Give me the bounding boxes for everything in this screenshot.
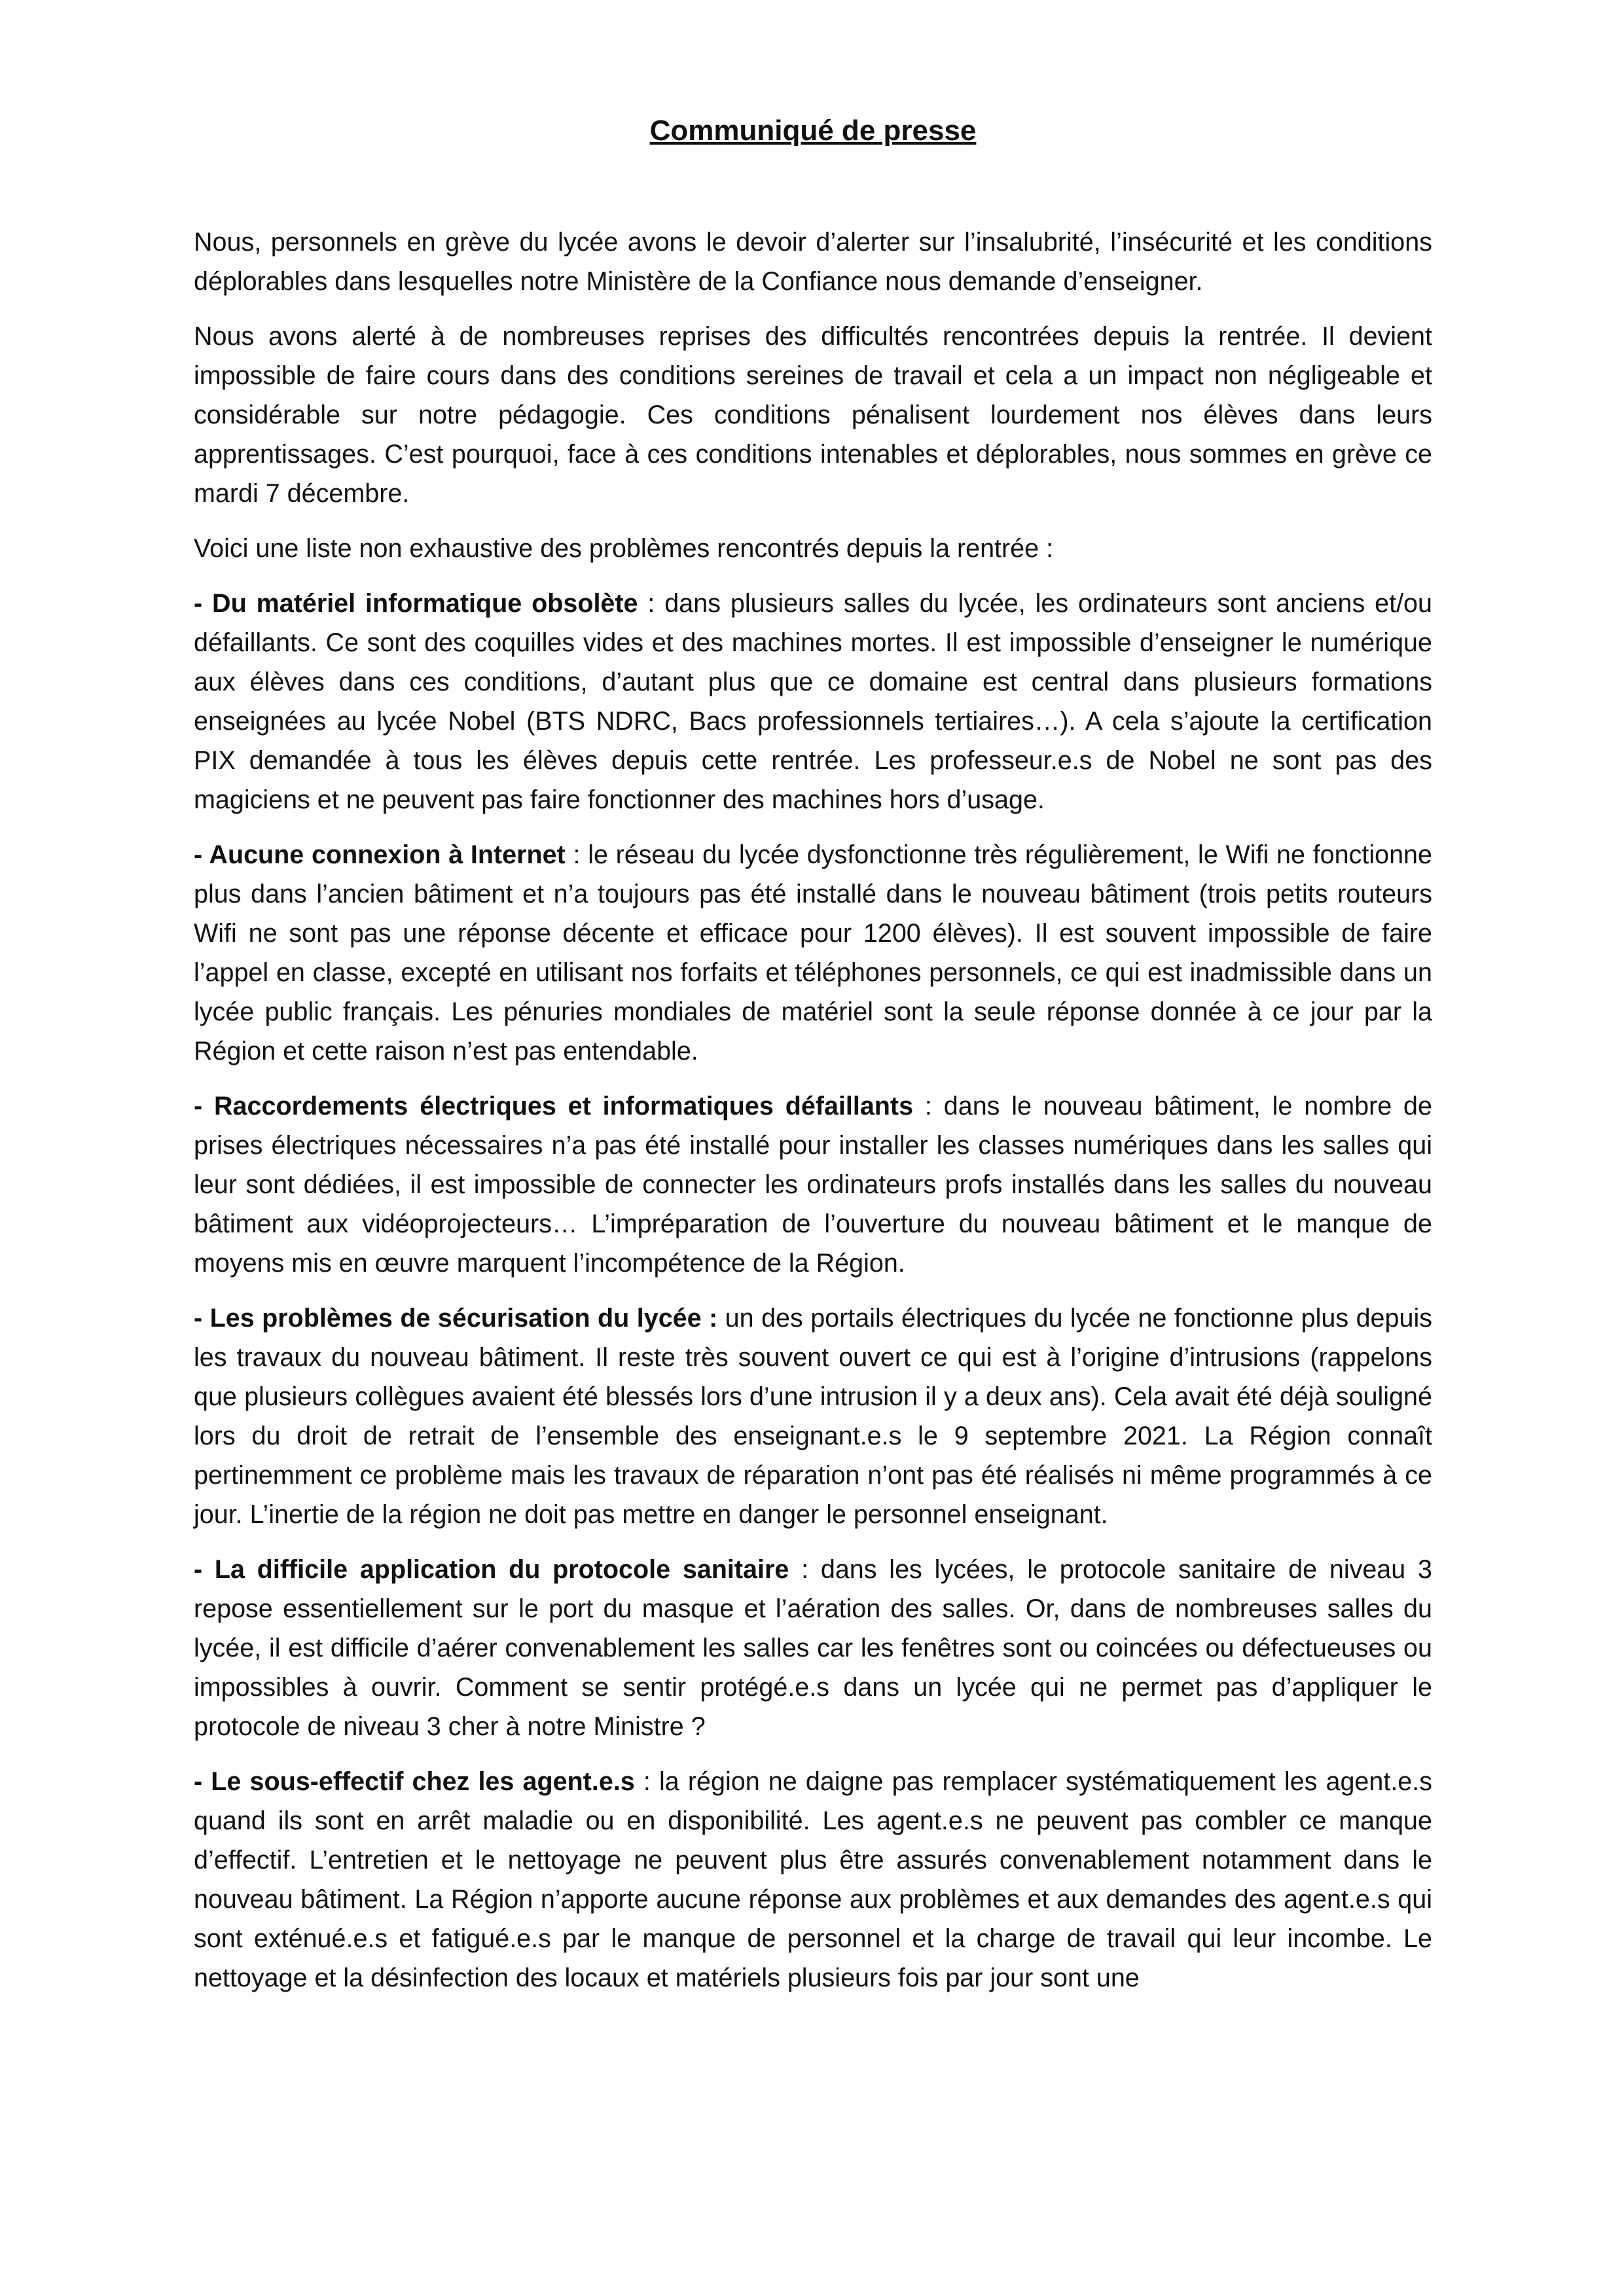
problem-heading: - Le sous-effectif chez les agent.e.s [194, 1767, 635, 1796]
problem-electrical-connections [194, 1086, 1432, 1283]
intro-paragraph-3: Voici une liste non exhaustive des problèmes rencontrés depuis la rentrée : [194, 534, 1054, 563]
problem-heading: - Aucune connexion à Internet [194, 840, 566, 869]
problem-health-protocol [194, 1550, 1432, 1746]
problem-text: : dans plusieurs salles du lycée, les ordinateurs sont anciens et/ou défaillants. Ce sont des coquilles vides et des machines mortes. Il est impossible d’enseigner le numérique aux élèves dans ces conditions, d’autant plus que ce domaine est central dans plusieurs formations enseignées au lycée Nobel (BTS NDRC, Bacs professionnels tertiaires…). A cela s’ajoute la certification PIX demandée à tous les élèves depuis cette rentrée. Les professeur.e.s de Nobel ne sont pas des magiciens et ne peuvent pas faire fonctionner des machines hors d’usage. [194, 589, 1432, 814]
problem-heading: - La difficile application du protocole sanitaire [194, 1555, 789, 1584]
problem-text: un des portails électriques du lycée ne fonctionne plus depuis les travaux du nouveau bâtiment. Il reste très souvent ouvert ce qui est à l’origine d’intrusions (rappelons que plusieurs collègues avaient été blessés lors d’une intrusion il y a deux ans). Cela avait été déjà souligné lors du droit de retrait de l’ensemble des enseignant.e.s le 9 septembre 2021. La Région connaît pertinemment ce problème mais les travaux de réparation n’ont pas été réalisés ni même programmés à ce jour. L’inertie de la région ne doit pas mettre en danger le personnel enseignant. [194, 1304, 1432, 1529]
document-page [194, 111, 1432, 2013]
problem-text: : le réseau du lycée dysfonctionne très régulièrement, le Wifi ne fonctionne plus dans l’ancien bâtiment et n’a toujours pas été installé dans le nouveau bâtiment (trois petits routeurs Wifi ne sont pas une réponse décente et efficace pour 1200 élèves). Il est souvent impossible de faire l’appel en classe, excepté en utilisant nos forfaits et téléphones personnels, ce qui est inadmissible dans un lycée public français. Les pénuries mondiales de matériel sont la seule réponse donnée à ce jour par la Région et cette raison n’est pas entendable. [194, 840, 1432, 1066]
problem-heading: - Du matériel informatique obsolète [194, 589, 638, 618]
intro-paragraph-2: Nous avons alerté à de nombreuses reprises des difficultés rencontrées depuis la rentrée. Il devient impossible de faire cours dans des conditions sereines de travail et cela a un impact non négligeable et considérable sur notre pédagogie. Ces conditions pénalisent lourdement nos élèves dans leurs apprentissages. C’est pourquoi, face à ces conditions intenables et déplorables, nous sommes en grève ce mardi 7 décembre. [194, 322, 1432, 508]
problem-internet-connection [194, 835, 1432, 1071]
intro-paragraph-1: Nous, personnels en grève du lycée avons le devoir d’alerter sur l’insalubrité, l’insécurité et les conditions déplorables dans lesquelles notre Ministère de la Confiance nous demande d’enseigner. [194, 228, 1432, 296]
problem-text: : dans le nouveau bâtiment, le nombre de prises électriques nécessaires n’a pas été installé pour installer les classes numériques dans les salles qui leur sont dédiées, il est impossible de connecter les ordinateurs profs installés dans les salles du nouveau bâtiment aux vidéoprojecteurs… L’impréparation de l’ouverture du nouveau bâtiment et le manque de moyens mis en œuvre marquent l’incompétence de la Région. [194, 1092, 1432, 1278]
problem-heading: - Raccordements électriques et informatiques défaillants [194, 1092, 914, 1121]
page-title: Communiqué de presse [649, 115, 977, 147]
problem-text: : dans les lycées, le protocole sanitaire de niveau 3 repose essentiellement sur le port du masque et l’aération des salles. Or, dans de nombreuses salles du lycée, il est difficile d’aérer convenablement les salles car les fenêtres sont ou coincées ou défectueuses ou impossibles à ouvrir. Comment se sentir protégé.e.s dans un lycée qui ne permet pas d’appliquer le protocole de niveau 3 cher à notre Ministre ? [194, 1555, 1432, 1741]
problem-heading: - Les problèmes de sécurisation du lycée : [194, 1304, 718, 1333]
problem-staff-shortage [194, 1762, 1432, 1998]
problem-security [194, 1299, 1432, 1534]
problem-computer-equipment [194, 584, 1432, 819]
problem-text: : la région ne daigne pas remplacer systématiquement les agent.e.s quand ils sont en arrêt maladie ou en disponibilité. Les agent.e.s ne peuvent pas combler ce manque d’effectif. L’entretien et le nettoyage ne peuvent plus être assurés convenablement notamment dans le nouveau bâtiment. La Région n’apporte aucune réponse aux problèmes et aux demandes des agent.e.s qui sont exténué.e.s et fatigué.e.s par le manque de personnel et la charge de travail qui leur incombe. Le nettoyage et la désinfection des locaux et matériels plusieurs fois par jour sont une [194, 1767, 1432, 1992]
